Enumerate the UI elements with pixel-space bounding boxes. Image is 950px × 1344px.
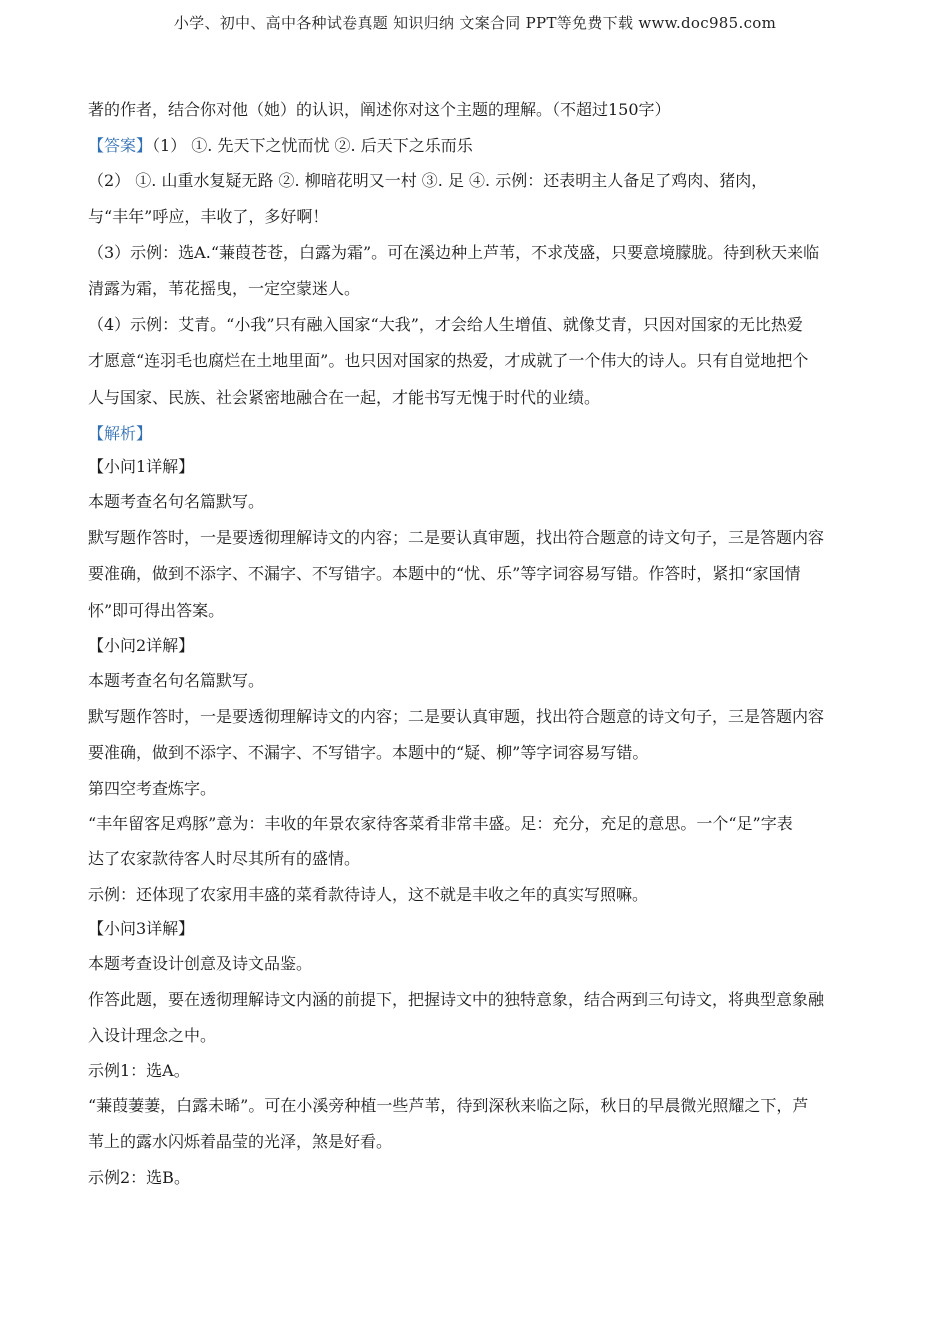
- text-line: 默写题作答时，一是要透彻理解诗文的内容；二是要认真审题，找出符合题意的诗文句子，三是答题内容: [88, 707, 825, 726]
- text-line: 本题考查名句名篇默写。: [88, 671, 265, 690]
- text-line: 本题考查名句名篇默写。: [88, 492, 265, 511]
- text-line: 示例1：选A。: [88, 1061, 190, 1080]
- answer-tag: 【答案】: [88, 136, 153, 155]
- page-header: 小学、初中、高中各种试卷真题 知识归纳 文案合同 PPT等免费下载 www.doc985.com: [173, 14, 777, 32]
- text-line: 与“丰年”呼应，丰收了，多好啊！: [88, 207, 329, 226]
- text-line: 才愿意“连羽毛也腐烂在土地里面”。也只因对国家的热爱，才成就了一个伟大的诗人。只有自觉地把个: [88, 351, 809, 370]
- text-line: 示例2：选B。: [88, 1168, 190, 1187]
- subheading: 【小问2详解】: [88, 636, 195, 655]
- text-line: 怀”即可得出答案。: [88, 601, 225, 620]
- text-line: （4）示例：艾青。“小我”只有融入国家“大我”，才会给人生增值、就像艾青，只因对国家的无比热爱: [88, 315, 803, 334]
- text-line: 苇上的露水闪烁着晶莹的光泽，煞是好看。: [88, 1132, 393, 1151]
- analysis-line: [88, 424, 152, 444]
- text-line: 著的作者，结合你对他（她）的认识，阐述你对这个主题的理解。（不超过150字）: [88, 100, 671, 119]
- text-line: 清露为霜，苇花摇曳，一定空蒙迷人。: [88, 279, 361, 298]
- text-line: 要准确，做到不添字、不漏字、不写错字。本题中的“忧、乐”等字词容易写错。作答时，紧扣“家国情: [88, 564, 801, 583]
- text-line: （2） ①. 山重水复疑无路 ②. 柳暗花明又一村 ③. 足 ④. 示例：还表明主人备足了鸡肉、猪肉，: [88, 171, 768, 190]
- subheading: 【小问1详解】: [88, 457, 195, 476]
- text-line: 入设计理念之中。: [88, 1026, 217, 1045]
- text-line: 默写题作答时，一是要透彻理解诗文的内容；二是要认真审题，找出符合题意的诗文句子，三是答题内容: [88, 528, 825, 547]
- text-line: 作答此题，要在透彻理解诗文内涵的前提下，把握诗文中的独特意象，结合两到三句诗文，将典型意象融: [88, 990, 825, 1009]
- text-line: 人与国家、民族、社会紧密地融合在一起，才能书写无愧于时代的业绩。: [88, 388, 601, 407]
- text-line: 达了农家款待客人时尽其所有的盛情。: [88, 849, 361, 868]
- analysis-tag: 【解析】: [88, 424, 153, 443]
- text-line: “蒹葭萋萋，白露未晞”。可在小溪旁种植一些芦苇，待到深秋来临之际，秋日的早晨微光照耀之下，芦: [88, 1096, 809, 1115]
- answer-line: 【答案】（1） ①. 先天下之忧而忧 ②. 后天下之乐而乐: [88, 136, 473, 155]
- text-line: （3）示例：选A.“蒹葭苍苍，白露为霜”。可在溪边种上芦苇，不求茂盛，只要意境朦胧。待到秋天来临: [88, 243, 820, 262]
- text-line: 本题考查设计创意及诗文品鉴。: [88, 954, 313, 973]
- subheading: 【小问3详解】: [88, 919, 195, 938]
- text-line: 要准确，做到不添字、不漏字、不写错字。本题中的“疑、柳”等字词容易写错。: [88, 743, 649, 762]
- text-line: 示例：还体现了农家用丰盛的菜肴款待诗人，这不就是丰收之年的真实写照嘛。: [88, 885, 649, 904]
- text-line: 第四空考查炼字。: [88, 779, 217, 798]
- text-line: “丰年留客足鸡豚”意为：丰收的年景农家待客菜肴非常丰盛。足：充分，充足的意思。一个“足”字表: [88, 814, 793, 833]
